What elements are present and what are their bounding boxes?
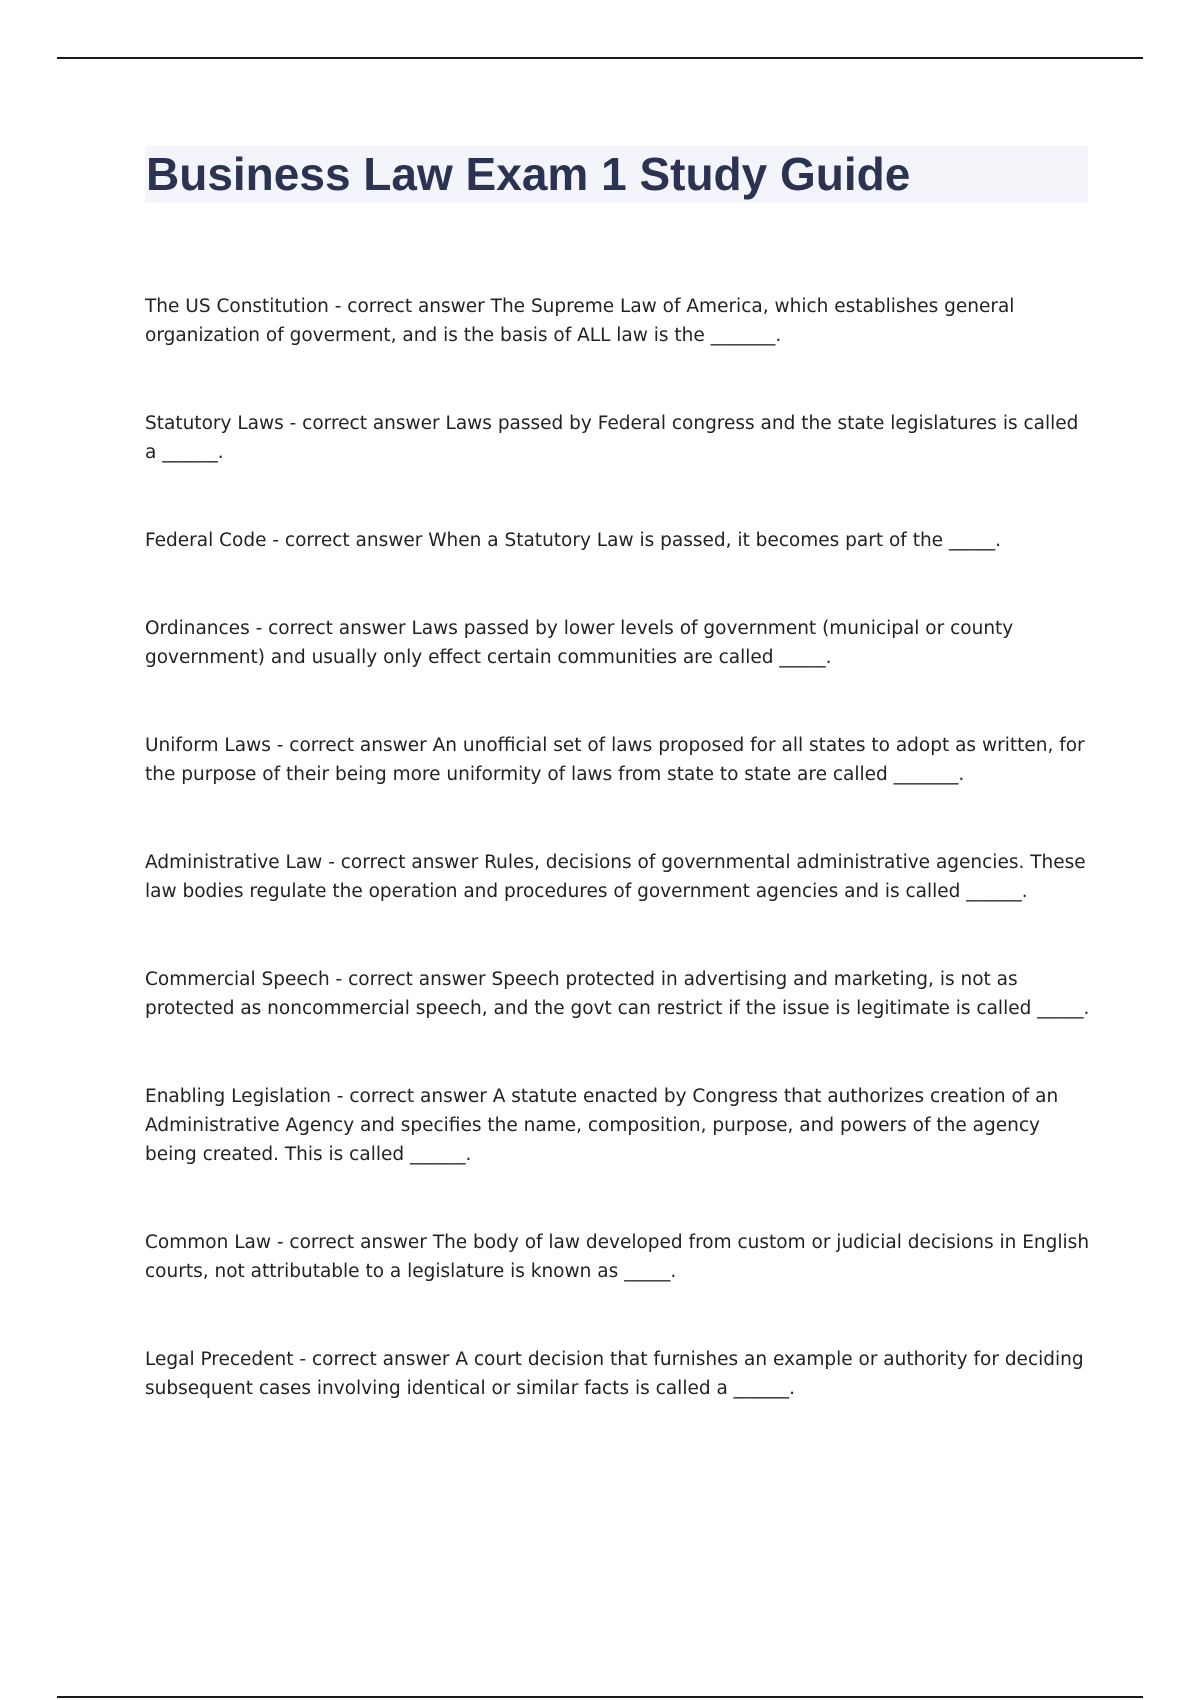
entry-uniform-laws: Uniform Laws - correct answer An unofficial set of laws proposed for all states to adopt as written, for the purpose of their being more uniformity of laws from state to state are called _______. — [145, 735, 1085, 785]
entry-federal-code: Federal Code - correct answer When a Statutory Law is passed, it becomes part of the _____. — [145, 530, 1002, 551]
bottom-rule — [57, 1696, 1143, 1698]
entry-common-law: Common Law - correct answer The body of law developed from custom or judicial decisions in English courts, not attributable to a legislature is known as _____. — [145, 1232, 1090, 1282]
entry-enabling-legislation: Enabling Legislation - correct answer A statute enacted by Congress that authorizes creation of an Administrative Agency and specifies the name, composition, purpose, and powers of the agency being created. This is called ______. — [145, 1086, 1059, 1165]
entry-statutory-laws: Statutory Laws - correct answer Laws passed by Federal congress and the state legislatures is called a ______. — [145, 413, 1079, 463]
top-rule — [57, 57, 1143, 59]
entry-ordinances: Ordinances - correct answer Laws passed by lower levels of government (municipal or county government) and usually only effect certain communities are called _____. — [145, 618, 1014, 668]
entry-legal-precedent: Legal Precedent - correct answer A court decision that furnishes an example or authority for deciding subsequent cases involving identical or similar facts is called a ______. — [145, 1349, 1084, 1399]
entry-administrative-law: Administrative Law - correct answer Rules, decisions of governmental administrative agencies. These law bodies regulate the operation and procedures of government agencies and is called ______. — [145, 852, 1086, 902]
study-entries — [145, 292, 1090, 1462]
page-title: Business Law Exam 1 Study Guide — [146, 148, 911, 200]
entry-commercial-speech: Commercial Speech - correct answer Speech protected in advertising and marketing, is not as protected as noncommercial speech, and the govt can restrict if the issue is legitimate is called _____. — [145, 969, 1090, 1019]
entry-us-constitution: The US Constitution - correct answer The Supreme Law of America, which establishes general organization of goverment, and is the basis of ALL law is the _______. — [145, 296, 1015, 346]
